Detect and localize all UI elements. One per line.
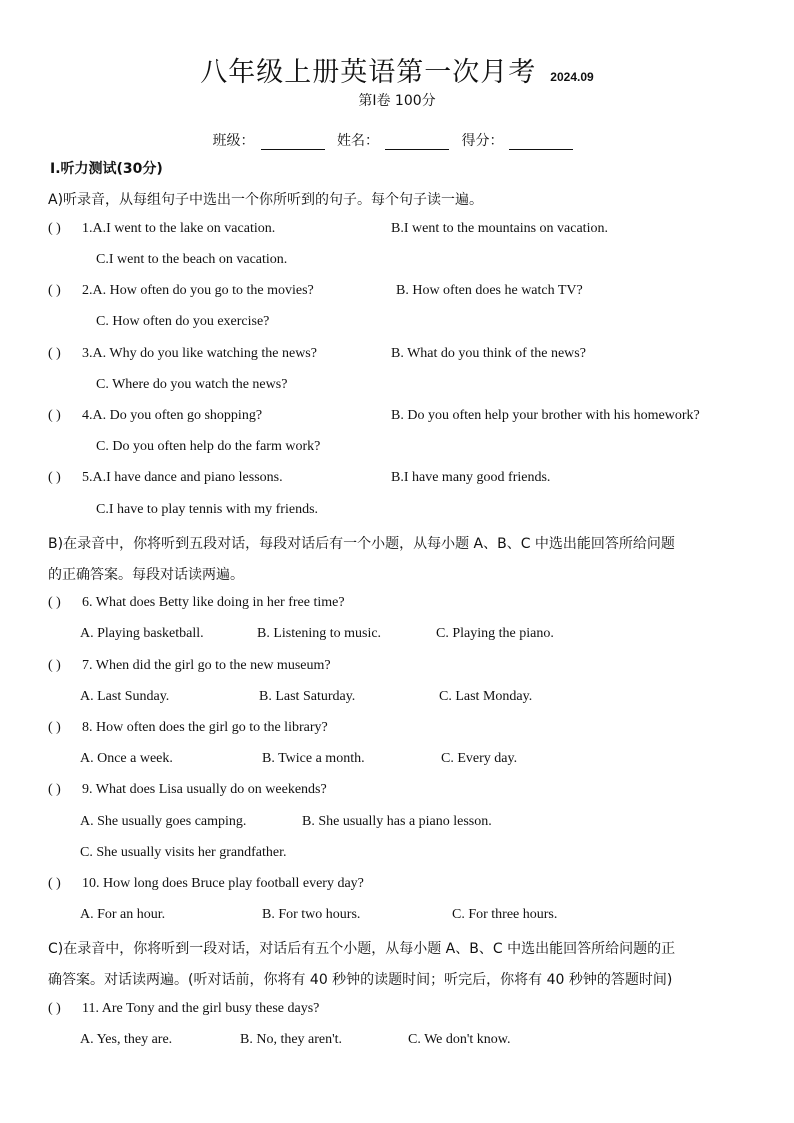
option-c: C. Last Monday.	[439, 689, 533, 704]
score-label: 得分：	[461, 133, 504, 149]
question-text: When did the girl go to the new museum?	[95, 658, 331, 673]
answer-paren: ( )	[48, 595, 61, 610]
exam-date: 2024.09	[550, 70, 594, 84]
score-blank	[509, 135, 573, 150]
name-label: 姓名：	[337, 133, 379, 149]
class-label: 班级：	[212, 133, 255, 149]
question-number: 7.	[82, 658, 93, 673]
question-number: 10.	[82, 876, 100, 891]
option-c: C.I have to play tennis with my friends.	[96, 502, 319, 517]
option-b: B.I went to the mountains on vacation.	[391, 221, 608, 236]
option-a: A. Last Sunday.	[80, 689, 170, 704]
answer-paren: ( )	[48, 658, 61, 673]
option-b: B. Listening to music.	[257, 626, 382, 641]
question-number: 4.	[82, 408, 93, 423]
option-a: A. Yes, they are.	[80, 1032, 173, 1047]
answer-paren: ( )	[48, 1001, 61, 1016]
student-info-row	[0, 130, 794, 150]
option-b: B. Twice a month.	[262, 751, 365, 766]
question-number: 9.	[82, 782, 93, 797]
option-a: A.I went to the lake on vacation.	[92, 221, 276, 236]
section-title: Ⅰ.听力测试(30分)	[50, 161, 163, 177]
option-a: A. She usually goes camping.	[80, 814, 247, 829]
answer-paren: ( )	[48, 283, 61, 298]
part-b-instruction-1: B)在录音中，你将听到五段对话，每段对话后有一个小题，从每小题 A、B、C 中选出能回答所给问题	[48, 536, 675, 552]
option-c: C. Every day.	[441, 751, 518, 766]
option-a: A.I have dance and piano lessons.	[92, 470, 283, 485]
question-text: How long does Bruce play football every day?	[103, 876, 364, 891]
option-b: B. Do you often help your brother with his homework?	[391, 408, 700, 423]
option-b: B. What do you think of the news?	[391, 346, 586, 361]
question-text: What does Lisa usually do on weekends?	[95, 782, 327, 797]
question-text: Are Tony and the girl busy these days?	[101, 1001, 320, 1016]
question-number: 5.	[82, 470, 93, 485]
option-c: C. She usually visits her grandfather.	[80, 845, 287, 860]
exam-title-row	[0, 50, 794, 89]
question-text: What does Betty like doing in her free time?	[95, 595, 345, 610]
part-b-instruction-2: 的正确答案。每段对话读两遍。	[48, 567, 244, 583]
option-b: B. For two hours.	[262, 907, 361, 922]
question-number: 8.	[82, 720, 93, 735]
question-number: 3.	[82, 346, 93, 361]
question-number: 6.	[82, 595, 93, 610]
option-c: C. Where do you watch the news?	[96, 377, 288, 392]
option-a: A. For an hour.	[80, 907, 166, 922]
question-number: 1.	[82, 221, 93, 236]
option-c: C. For three hours.	[452, 907, 558, 922]
option-a: A. Playing basketball.	[80, 626, 204, 641]
option-b: B. How often does he watch TV?	[396, 283, 583, 298]
part-c-instruction-1: C)在录音中，你将听到一段对话，对话后有五个小题，从每小题 A、B、C 中选出能回答所给问题的正	[48, 941, 676, 957]
answer-paren: ( )	[48, 720, 61, 735]
option-c: C. How often do you exercise?	[96, 314, 270, 329]
option-b: B.I have many good friends.	[391, 470, 551, 485]
part-c-instruction-2: 确答案。对话读两遍。(听对话前，你将有 40 秒钟的读题时间；听完后，你将有 40 秒钟的答题时间)	[48, 972, 673, 988]
answer-paren: ( )	[48, 876, 61, 891]
answer-paren: ( )	[48, 221, 61, 236]
option-a: A. Why do you like watching the news?	[92, 346, 317, 361]
option-b: B. No, they aren't.	[240, 1032, 343, 1047]
option-c: C. Do you often help do the farm work?	[96, 439, 321, 454]
option-a: A. Do you often go shopping?	[92, 408, 263, 423]
option-b: B. She usually has a piano lesson.	[302, 814, 492, 829]
name-blank	[385, 135, 449, 150]
option-c: C.I went to the beach on vacation.	[96, 252, 288, 267]
answer-paren: ( )	[48, 408, 61, 423]
option-b: B. Last Saturday.	[259, 689, 356, 704]
option-a: A. Once a week.	[80, 751, 173, 766]
question-text: How often does the girl go to the library?	[96, 720, 328, 735]
question-number: 2.	[82, 283, 93, 298]
exam-title: 八年级上册英语第一次月考	[200, 57, 537, 88]
answer-paren: ( )	[48, 346, 61, 361]
option-a: A. How often do you go to the movies?	[92, 283, 314, 298]
exam-subtitle: 第Ⅰ卷 100分	[358, 93, 436, 109]
option-c: C. Playing the piano.	[436, 626, 554, 641]
class-blank	[261, 135, 325, 150]
answer-paren: ( )	[48, 470, 61, 485]
question-number: 11.	[82, 1001, 99, 1016]
option-c: C. We don't know.	[408, 1032, 511, 1047]
part-a-instruction: A)听录音，从每组句子中选出一个你所听到的句子。每个句子读一遍。	[48, 192, 484, 208]
answer-paren: ( )	[48, 782, 61, 797]
